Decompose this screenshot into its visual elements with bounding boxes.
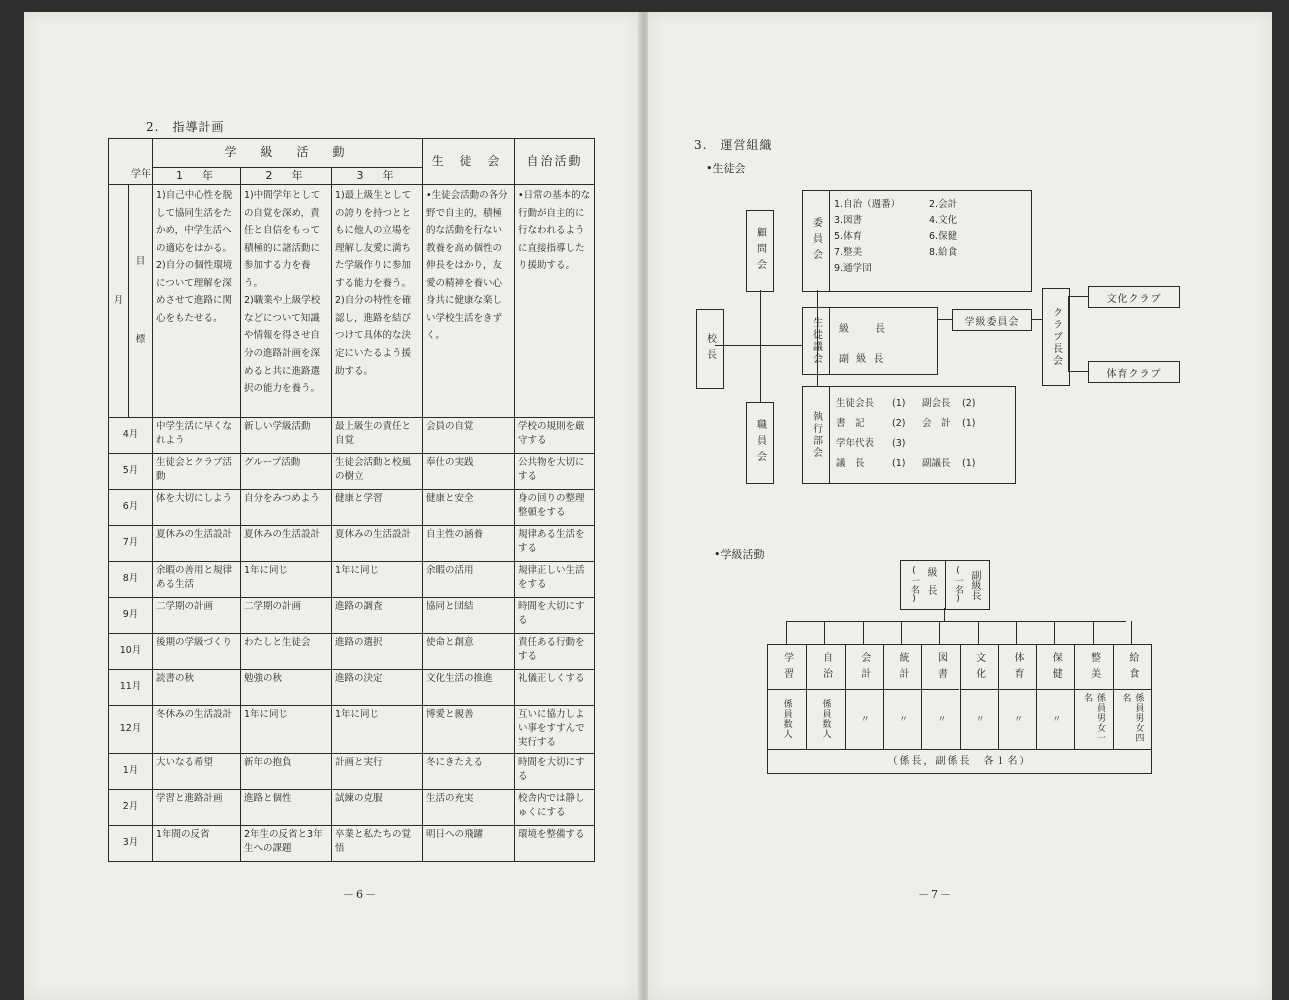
plan-cell-g3: 健康と学習 [332,489,423,525]
plan-cell-g3: 計画と実行 [332,753,423,789]
committee-item: 4.文化 [929,215,958,226]
connector-principal [715,345,803,346]
class-roles-divider [768,749,1151,750]
grade-3-header: 3 年 [332,168,423,185]
class-role-separator [1075,689,1112,690]
executive-role-text: (1) [962,418,976,429]
plan-cell-g1: 読書の秋 [153,669,241,705]
executive-role-text: 会 計 [922,418,951,429]
class-role-name: 自治 [820,652,832,684]
class-role-name: 整美 [1088,652,1100,684]
class-role-column [960,645,998,749]
plan-cell-g2: 夏休みの生活設計 [241,525,332,561]
class-role-separator [1114,689,1151,690]
tree-tick [863,621,864,644]
class-role-staff: 係員男女一名 [1082,693,1106,743]
plan-cell-self: 責任ある行動をする [515,633,595,669]
plan-cell-month: 3月 [109,825,153,861]
plan-row [109,453,595,489]
executive-role-row [836,454,1006,474]
plan-cell-g1: 体を大切にしよう [153,489,241,525]
class-role-staff: 〃 [858,714,869,724]
plan-cell-council: 協同と団結 [423,597,515,633]
class-role-name: 給食 [1126,652,1138,684]
committee-item: 3.図書 [834,215,863,226]
tree-tick [939,621,940,644]
connector-leaders-down [944,608,945,622]
plan-row [109,561,595,597]
plan-cell-g1: 1年間の反省 [153,825,241,861]
class-role-separator [961,689,998,690]
plan-row [109,753,595,789]
tree-tick [1131,621,1132,644]
class-role-separator [807,689,844,690]
page-number-left: －6－ [343,888,378,901]
goal-self-governance: •日常の基本的な行動が自主的に行なわれるように直接指導したり援助する。 [515,184,595,417]
plan-cell-council: 余暇の活用 [423,561,515,597]
plan-row [109,597,595,633]
plan-cell-council: 文化生活の推進 [423,669,515,705]
committee-item: 8.給食 [929,247,958,258]
class-activity-label: •学級活動 [714,548,765,561]
connector-club-council [1032,319,1042,320]
class-role-separator [999,689,1036,690]
plan-cell-month: 12月 [109,705,153,753]
plan-row [109,633,595,669]
class-role-staff: 〃 [1050,714,1061,724]
plan-cell-g2: 勉強の秋 [241,669,332,705]
tree-tick [978,621,979,644]
culture-club-box: 文化クラブ [1088,286,1180,308]
committee-label: 委員会 [803,191,830,291]
committee-item: 9.通学団 [834,263,872,274]
plan-cell-g3: 最上級生の責任と自覚 [332,417,423,453]
plan-cell-g2: 自分をみつめよう [241,489,332,525]
class-role-separator [846,689,883,690]
leader-label: 級長 [925,567,936,603]
plan-cell-g3: 試練の克服 [332,789,423,825]
plan-cell-g2: グループ活動 [241,453,332,489]
executive-role-text: 生徒会長 [836,398,875,409]
class-role-column [1074,645,1112,749]
executive-role-text: 議 長 [836,458,865,469]
plan-cell-self: 時間を大切にする [515,753,595,789]
executive-role-text: (3) [892,438,906,449]
staff-box: 職員会 [746,402,774,484]
committee-item: 5.体育 [834,231,863,242]
plan-row [109,669,595,705]
guidance-plan-table [108,138,595,862]
connector-advisory-staff [760,290,761,402]
tree-tick [786,621,787,644]
executive-role-text: (1) [962,458,976,469]
connector-sports-club [1068,371,1088,372]
executive-role-text: 副議長 [922,458,951,469]
tree-tick [824,621,825,644]
class-role-staff: 〃 [1011,714,1022,724]
class-role-name: 会計 [858,652,870,684]
committee-item: 6.保健 [929,231,958,242]
vice-leader-label: 副級長 [969,570,980,600]
plan-cell-g1: 余暇の善用と規律ある生活 [153,561,241,597]
plan-row [109,789,595,825]
plan-cell-g3: 1年に同じ [332,705,423,753]
grade-1-header: 1 年 [153,168,241,185]
plan-cell-g3: 夏休みの生活設計 [332,525,423,561]
class-role-column [1113,645,1151,749]
plan-cell-g1: 二学期の計画 [153,597,241,633]
plan-cell-month: 8月 [109,561,153,597]
class-role-column [998,645,1036,749]
executive-role-row [836,394,1006,414]
goal-grade-3: 1)最上級生としての誇りを持つとともに他人の立場を理解し友愛に満ちた学級作りに参加する能力を養う。 2)自分の特性を確認し，進路を結びつけて具体的な決定にいたるよう援助する。 [332,184,423,417]
plan-cell-month: 11月 [109,669,153,705]
vice-leader-count: (一名) [953,566,963,604]
class-roles-table [767,644,1152,774]
plan-cell-g2: 2年生の反省と3年生への課題 [241,825,332,861]
plan-cell-self: 規律ある生活をする [515,525,595,561]
class-role-name: 統計 [897,652,909,684]
plan-cell-self: 礼儀正しくする [515,669,595,705]
executive-label: 執行部会 [803,387,830,483]
connector-tree-horizontal [786,621,1126,622]
connector-culture-club [1068,296,1088,297]
class-role-separator [884,689,921,690]
committee-item: 7.整美 [834,247,863,258]
plan-cell-g1: 生徒会とクラブ活動 [153,453,241,489]
plan-cell-council: 博愛と親善 [423,705,515,753]
class-activity-header: 学 級 活 動 [153,139,423,168]
corner-cell [109,139,153,185]
plan-cell-g3: 進路の選択 [332,633,423,669]
class-role-staff: 〃 [935,714,946,724]
plan-cell-council: 自主性の涵養 [423,525,515,561]
class-role-staff: 係員男女四名 [1120,693,1144,743]
plan-cell-month: 10月 [109,633,153,669]
plan-cell-g2: 1年に同じ [241,561,332,597]
executive-role-text: (1) [892,458,906,469]
plan-cell-g1: 後期の学級づくり [153,633,241,669]
class-role-columns [768,645,1151,749]
plan-cell-g3: 進路の決定 [332,669,423,705]
grade-corner-label: 学年 [131,169,151,181]
plan-cell-month: 6月 [109,489,153,525]
plan-row [109,705,595,753]
class-role-staff: 〃 [973,714,984,724]
executive-role-text: (1) [892,398,906,409]
club-council-box: クラブ長会 [1042,288,1070,386]
assembly-role-leader: 級 長 [839,324,887,335]
plan-row [109,525,595,561]
class-role-column [1036,645,1074,749]
plan-cell-g3: 卒業と私たちの覚悟 [332,825,423,861]
principal-box: 校長 [696,309,724,389]
plan-cell-month: 7月 [109,525,153,561]
class-leaders-box [900,560,990,610]
plan-row [109,417,595,453]
plan-cell-g1: 学習と進路計画 [153,789,241,825]
plan-cell-g3: 進路の調査 [332,597,423,633]
executive-role-text: 書 記 [836,418,865,429]
class-role-column [806,645,844,749]
vice-leader-cell [945,561,989,609]
class-role-column [883,645,921,749]
plan-cell-month: 5月 [109,453,153,489]
connector-class-committee [937,319,953,320]
plan-row [109,489,595,525]
plan-cell-g3: 1年に同じ [332,561,423,597]
plan-cell-g2: 新年の抱負 [241,753,332,789]
grade-2-header: 2 年 [241,168,332,185]
plan-cell-g1: 夏休みの生活設計 [153,525,241,561]
executive-role-text: (2) [962,398,976,409]
class-committee-box: 学級委員会 [952,309,1032,331]
tree-tick [1054,621,1055,644]
student-council-label: •生徒会 [706,162,746,175]
plan-cell-month: 1月 [109,753,153,789]
goal-grade-2: 1)中間学年としての自覚を深め，責任と自信をもって積極的に諸活動に参加する力を養う。 2)職業や上級学校などについて知識や情報を得させ自分の進路計画を深めると共に進路選択の能力を養う。 [241,184,332,417]
self-governance-header: 自治活動 [515,139,595,185]
plan-cell-g1: 中学生活に早くなれよう [153,417,241,453]
plan-cell-g1: 冬休みの生活設計 [153,705,241,753]
plan-cell-g2: 進路と個性 [241,789,332,825]
tree-tick [1093,621,1094,644]
student-council-header: 生 徒 会 [423,139,515,185]
plan-cell-self: 身の回りの整理整頓をする [515,489,595,525]
plan-cell-g2: 1年に同じ [241,705,332,753]
goal-label-char-1: 目 [135,256,146,268]
plan-cell-g3: 生徒会活動と校風の樹立 [332,453,423,489]
class-role-column [845,645,883,749]
assembly-role-vice: 副 級 長 [839,354,886,365]
plan-cell-month: 9月 [109,597,153,633]
executive-role-text: 学年代表 [836,438,875,449]
class-role-name: 図書 [935,652,947,684]
plan-cell-month: 2月 [109,789,153,825]
plan-cell-g2: 新しい学級活動 [241,417,332,453]
assembly-label: 生徒議会 [803,308,830,374]
executive-role-text: 副会長 [922,398,951,409]
plan-cell-g2: わたしと生徒会 [241,633,332,669]
class-role-separator [922,689,959,690]
plan-cell-council: 健康と安全 [423,489,515,525]
month-column-label: 月 [109,184,129,417]
class-role-separator [768,689,806,690]
page-number-right: －7－ [918,888,953,901]
committee-item: 1.自治（週番） [834,199,901,210]
plan-cell-self: 校舎内では静しゅくにする [515,789,595,825]
leader-count: (一名) [909,566,919,604]
plan-cell-g2: 二学期の計画 [241,597,332,633]
goal-label [129,184,153,417]
guidance-plan-title: 2. 指導計画 [146,120,225,134]
plan-cell-council: 奉仕の実践 [423,453,515,489]
sports-club-box: 体育クラブ [1088,361,1180,383]
goal-student-council: •生徒会活動の各分野で自主的，積極的な活動を行ない教養を高め個性の伸長をはかり，友愛の精神を養い心身共に健康な楽しい学校生活をきずく。 [423,184,515,417]
advisory-box: 顧問会 [746,210,774,292]
class-role-separator [1037,689,1074,690]
class-role-name: 文化 [973,652,985,684]
plan-cell-self: 規律正しい生活をする [515,561,595,597]
tree-tick [1016,621,1017,644]
class-role-staff: 係員数人 [781,699,792,739]
tree-tick [901,621,902,644]
executive-roles [836,394,1006,474]
plan-cell-self: 公共物を大切にする [515,453,595,489]
executive-role-row [836,434,1006,454]
executive-role-row [836,414,1006,434]
goal-grade-1: 1)自己中心性を脱して協同生活をたかめ，中学生活への適応をはかる。 2)自分の個性環境について理解を深めさせて進路に関心をもたせる。 [153,184,241,417]
class-role-staff: 係員数人 [820,699,831,739]
class-role-staff: 〃 [897,714,908,724]
plan-cell-council: 明日への飛躍 [423,825,515,861]
executive-role-text: (2) [892,418,906,429]
class-role-column [921,645,959,749]
goal-label-char-2: 標 [135,333,146,345]
plan-cell-self: 環境を整備する [515,825,595,861]
class-role-name: 学習 [781,652,793,684]
plan-cell-self: 学校の規則を厳守する [515,417,595,453]
assembly-box [802,307,938,375]
plan-cell-month: 4月 [109,417,153,453]
plan-cell-council: 会員の自覚 [423,417,515,453]
class-roles-note: （係長，副係長 各１名） [887,756,1032,767]
plan-cell-self: 互いに協力しよい事をすすんで実行する [515,705,595,753]
committee-item: 2.会計 [929,199,958,210]
organization-title: 3. 運営組織 [694,138,773,152]
class-role-name: 保健 [1050,652,1062,684]
plan-cell-self: 時間を大切にする [515,597,595,633]
class-role-column [768,645,806,749]
plan-cell-council: 使命と創意 [423,633,515,669]
plan-cell-council: 生活の充実 [423,789,515,825]
class-role-name: 体育 [1011,652,1023,684]
leader-cell [901,561,946,609]
plan-row [109,825,595,861]
plan-cell-g1: 大いなる希望 [153,753,241,789]
committee-list [834,197,984,277]
plan-cell-council: 冬にきたえる [423,753,515,789]
